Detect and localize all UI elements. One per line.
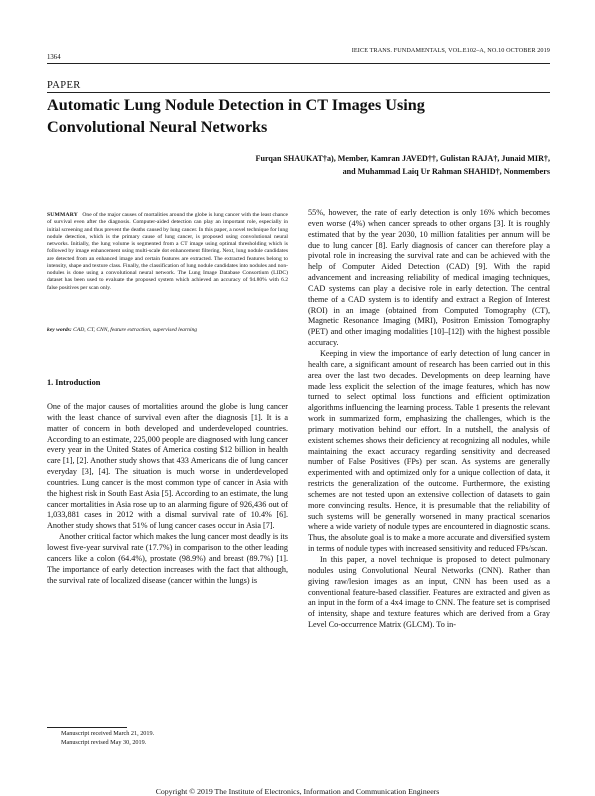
- abstract: [47, 212, 288, 292]
- abstract-text: One of the major causes of mortalities around the globe is lung cancer with the least chance of survival even after the diagnosis. Computer-aided detection can play an important role, especially in initial screening and thus prevent the deaths caused by lung cancer. In this paper, a novel technique for lung nodule detection, which is the primary cause of lung cancer, is proposed using convolutional neural networks. Initially, the lung volume is segmented from a CT image using optimal thresholding which is followed by image enhancement using multi-scale dot enhancement filtering. Next, lung nodule candidates are detected from an enhanced image and certain features are extracted. The extracted features belong to intensity, shape and texture class. Finally, the classification of lung nodule candidates into nodules and non-nodules is done using a convolutional neural network. The Lung Image Database Consortium (LIDC) dataset has been used to evaluate the proposed system which achieved an accuracy of 94.80% with 6.2 false positives per scan only.: [47, 212, 288, 291]
- footnote-received: Manuscript received March 21, 2019.: [61, 730, 155, 737]
- header-rule: [47, 63, 550, 64]
- keywords-label: key words:: [47, 327, 72, 333]
- abstract-label: SUMMARY: [47, 212, 79, 218]
- paper-label: PAPER: [47, 80, 81, 91]
- author-list: [200, 152, 550, 178]
- right-paragraph-2: Keeping in view the importance of early detection of lung cancer in health care, a significant amount of research has been carried out in this area over the last two decades. Developments on deep learning have made less explicit the selection of the image features, which has now turned to select optimal loss functions and efficient optimization algorithms influencing the learning process. Table 1 presents the relevant work in summarized form, emphasizing the challenges, which is the primary motivation behind our effort. In a nutshell, the analysis of existent schemes shows their deficiency at recognizing all nodules, while maintaining the exact accuracy regarding sensitivity and decreased number of False Positives (FPs) per scan. As systems are generally experimented with and optimized only for a unique collection of data, it restricts the generalization of the outcome. Furthermore, the existing schemes are not tested upon an extensive collection of datasets to gain more convincing results. Hence, it is presumable that the reliability of such systems will be generally worsened in many practical scenarios where a wide variety of nodule types are encountered in diagnostic scans. Thus, the absolute goal is to make a more accurate and diversified system in terms of nodule types with increased sensitivity and reduced FPs/scan.: [308, 348, 550, 554]
- authors-line-1: Furqan SHAUKAT†a), Member, Kamran JAVED††, Gulistan RAJA†, Junaid MIR†,: [255, 154, 550, 163]
- right-paragraph-1: 55%, however, the rate of early detection is only 16% which becomes even worse (4%) when cancer spreads to other organs [3]. It is roughly estimated that by the year 2030, 10 million fatalities per annum will be due to lung cancer [8]. Early diagnosis of cancer can therefore play a pivotal role in increasing the survival rate and can be achieved with the help of Computer Aided Detection (CAD) [9]. With the rapid advancement and increasing reliability of medical imaging techniques, CAD systems can play a decisive role in early detection. The central theme of a CAD system is to identify and extract a Region of Interest (ROI) in an image (obtained from Computed Tomography (CT), Magnetic Resonance Imaging (MRI), Positron Emission Tomography (PET) and other imaging modalities [10]–[12]) with the highest possible accuracy.: [308, 208, 550, 348]
- title-rule: [47, 92, 550, 93]
- right-column: [308, 208, 550, 631]
- section-heading: 1. Introduction: [47, 378, 101, 387]
- copyright: Copyright © 2019 The Institute of Electronics, Information and Communication Engineers: [155, 787, 440, 796]
- intro-paragraph-2: Another critical factor which makes the lung cancer most deadly is its lowest five-year survival rate (17.7%) in comparison to the other leading cancers like a colon (64.4%), prostate (98.9%) and breast (89.7%) [1]. The importance of early detection increases with the fact that although, the survival rate of localized disease (cancer within the lungs) is: [47, 532, 288, 585]
- footnote-rule: [47, 727, 127, 728]
- keywords-text: CAD, CT, CNN, feature extraction, supervised learning: [73, 327, 198, 333]
- keywords: [47, 327, 288, 334]
- intro-paragraph-1: One of the major causes of mortalities around the globe is lung cancer with the least chance of survival even after the diagnosis [1]. It is a matter of concern in both developed and underdeveloped countries. According to an estimate, 225,000 people are diagnosed with lung cancer every year in the United States of America costing $12 billion in health care [1], [2]. Another study shows that 433 Americans die of lung cancer everyday [3], [4]. The situation is much worse in underdeveloped countries. Lung cancer is the most common type of cancer in Asia with the highest risk in South East Asia [5]. According to an estimate, the lung cancer mortalities in Asia rose up to an alarming figure of 926,436 out of 1,033,881 cases in 2012 with a dismal survival rate of 10.4% [6]. Another study shows that 51% of lung cancer cases occur in Asia [7].: [47, 402, 288, 531]
- paper-title: Automatic Lung Nodule Detection in CT Images Using Convolutional Neural Networks: [47, 96, 425, 136]
- left-column: [47, 402, 288, 586]
- journal-header: IEICE TRANS. FUNDAMENTALS, VOL.E102–A, NO.10 OCTOBER 2019: [351, 47, 550, 54]
- page-number: 1364: [47, 54, 61, 61]
- authors-line-2: and Muhammad Laiq Ur Rahman SHAHID†, Nonmembers: [342, 167, 550, 176]
- footnote-revised: Manuscript revised May 30, 2019.: [61, 738, 147, 746]
- right-paragraph-3: In this paper, a novel technique is proposed to detect pulmonary nodules using Convolutional Neural Networks (CNN). Rather than giving raw/lesion images as an input, CNN has been used as a conventional feature-based classifier. Features are extracted and given as an input in the form of a 4x4 image to CNN. The feature set is comprised of intensity, shape and texture features which are derived from a Gray Level Co-occurrence Matrix (GLCM). To in-: [308, 555, 550, 630]
- footnotes: [47, 730, 288, 747]
